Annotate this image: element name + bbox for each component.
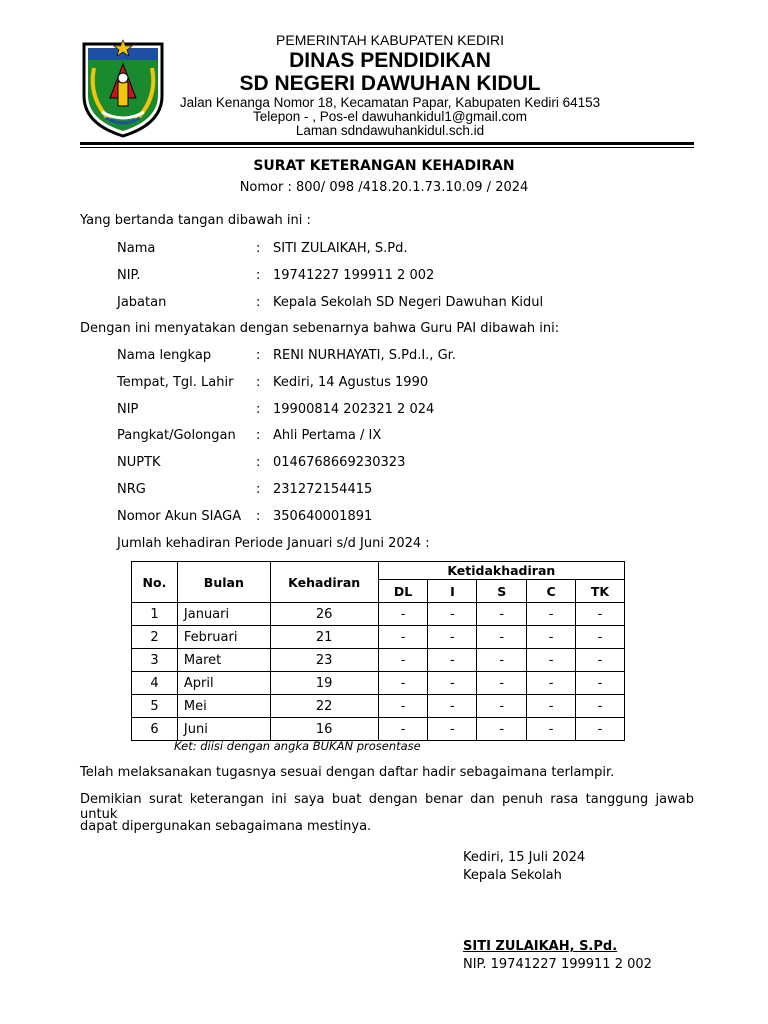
school-name: SD NEGERI DAWUHAN KIDUL xyxy=(239,72,541,96)
cell-c: - xyxy=(527,649,576,672)
cell-i: - xyxy=(428,649,477,672)
cell-no: 6 xyxy=(132,718,178,741)
table-row xyxy=(132,672,625,695)
field-colon: : xyxy=(256,428,261,443)
field-label: NIP. xyxy=(117,268,141,283)
document-title: SURAT KETERANGAN KEHADIRAN xyxy=(253,158,515,174)
cell-tk: - xyxy=(576,718,625,741)
cell-tk: - xyxy=(576,672,625,695)
field-label: NIP xyxy=(117,402,139,417)
cell-i: - xyxy=(428,695,477,718)
cell-s: - xyxy=(477,626,527,649)
field-colon: : xyxy=(256,241,261,256)
header-i: I xyxy=(428,580,477,603)
field-value: 19900814 202321 2 024 xyxy=(273,402,435,417)
cell-no: 2 xyxy=(132,626,178,649)
cell-c: - xyxy=(527,695,576,718)
cell-dl: - xyxy=(378,672,428,695)
cell-kehadiran: 23 xyxy=(270,649,378,672)
cell-bulan: Februari xyxy=(177,626,270,649)
header-s: S xyxy=(477,580,527,603)
cell-c: - xyxy=(527,718,576,741)
header-c: C xyxy=(527,580,576,603)
field-label: Nomor Akun SIAGA xyxy=(117,509,242,524)
school-contact: Telepon - , Pos-el dawuhankidul1@gmail.com xyxy=(252,108,528,124)
school-address: Jalan Kenanga Nomor 18, Kecamatan Papar, Kabupaten Kediri 64153 xyxy=(179,94,601,110)
table-row xyxy=(132,718,625,741)
cell-dl: - xyxy=(378,718,428,741)
attendance-table xyxy=(131,561,625,741)
field-value: Kediri, 14 Agustus 1990 xyxy=(273,375,429,390)
kabupaten-kediri-logo xyxy=(80,38,166,138)
government-name: PEMERINTAH KABUPATEN KEDIRI xyxy=(276,32,504,48)
table-row xyxy=(132,626,625,649)
closing-paragraph-2-line-2: dapat dipergunakan sebagaimana mestinya. xyxy=(80,819,372,834)
cell-tk: - xyxy=(576,603,625,626)
document-number: Nomor : 800/ 098 /418.20.1.73.10.09 / 2024 xyxy=(239,180,529,195)
cell-kehadiran: 16 xyxy=(270,718,378,741)
cell-s: - xyxy=(477,603,527,626)
signature-position: Kepala Sekolah xyxy=(463,868,562,883)
cell-bulan: April xyxy=(177,672,270,695)
field-colon: : xyxy=(256,509,261,524)
cell-kehadiran: 26 xyxy=(270,603,378,626)
cell-i: - xyxy=(428,672,477,695)
cell-s: - xyxy=(477,718,527,741)
closing-paragraph-2-line-1: Demikian surat keterangan ini saya buat dengan benar dan penuh rasa tanggung jawab untuk xyxy=(80,792,694,822)
field-colon: : xyxy=(256,268,261,283)
intro-signatory: Yang bertanda tangan dibawah ini : xyxy=(80,213,311,228)
signature-nip: NIP. 19741227 199911 2 002 xyxy=(463,957,652,972)
cell-s: - xyxy=(477,672,527,695)
agency-name: DINAS PENDIDIKAN xyxy=(289,49,491,73)
field-colon: : xyxy=(256,295,261,310)
header-bulan: Bulan xyxy=(177,562,270,603)
cell-no: 1 xyxy=(132,603,178,626)
table-row xyxy=(132,695,625,718)
field-label: Nama lengkap xyxy=(117,348,212,363)
field-value: SITI ZULAIKAH, S.Pd. xyxy=(273,241,408,256)
letterhead-divider-thick xyxy=(80,142,694,145)
header-tk: TK xyxy=(576,580,625,603)
field-value: 0146768669230323 xyxy=(273,455,406,470)
signature-place-date: Kediri, 15 Juli 2024 xyxy=(463,850,586,865)
cell-bulan: Januari xyxy=(177,603,270,626)
field-colon: : xyxy=(256,375,261,390)
field-colon: : xyxy=(256,348,261,363)
header-ketidakhadiran: Ketidakhadiran xyxy=(378,562,624,580)
field-colon: : xyxy=(256,402,261,417)
header-no: No. xyxy=(132,562,178,603)
cell-tk: - xyxy=(576,695,625,718)
letterhead xyxy=(175,33,605,138)
field-label: Pangkat/Golongan xyxy=(117,428,236,443)
table-row xyxy=(132,603,625,626)
school-website: Laman sdndawuhankidul.sch.id xyxy=(295,122,485,138)
field-value: 350640001891 xyxy=(273,509,373,524)
header-kehadiran: Kehadiran xyxy=(270,562,378,603)
cell-kehadiran: 19 xyxy=(270,672,378,695)
header-dl: DL xyxy=(378,580,428,603)
cell-s: - xyxy=(477,695,527,718)
field-value: Ahli Pertama / IX xyxy=(273,428,382,443)
cell-c: - xyxy=(527,672,576,695)
table-note: Ket: diisi dengan angka BUKAN prosentase xyxy=(174,739,421,753)
table-header-row xyxy=(132,562,625,580)
cell-tk: - xyxy=(576,649,625,672)
cell-kehadiran: 22 xyxy=(270,695,378,718)
field-label: NUPTK xyxy=(117,455,161,470)
cell-bulan: Juni xyxy=(177,718,270,741)
cell-no: 4 xyxy=(132,672,178,695)
cell-i: - xyxy=(428,603,477,626)
field-value: 231272154415 xyxy=(273,482,373,497)
field-colon: : xyxy=(256,455,261,470)
cell-dl: - xyxy=(378,626,428,649)
cell-bulan: Mei xyxy=(177,695,270,718)
cell-i: - xyxy=(428,718,477,741)
field-value: RENI NURHAYATI, S.Pd.I., Gr. xyxy=(273,348,456,363)
closing-paragraph-1: Telah melaksanakan tugasnya sesuai dengan daftar hadir sebagaimana terlampir. xyxy=(80,765,615,780)
cell-c: - xyxy=(527,603,576,626)
field-label: NRG xyxy=(117,482,146,497)
field-label: Jabatan xyxy=(117,295,167,310)
table-row xyxy=(132,649,625,672)
intro-teacher: Dengan ini menyatakan dengan sebenarnya bahwa Guru PAI dibawah ini: xyxy=(80,321,560,336)
cell-no: 3 xyxy=(132,649,178,672)
cell-s: - xyxy=(477,649,527,672)
cell-dl: - xyxy=(378,603,428,626)
attendance-period-label: Jumlah kehadiran Periode Januari s/d Juni 2024 : xyxy=(117,536,430,551)
field-label: Tempat, Tgl. Lahir xyxy=(117,375,234,390)
field-label: Nama xyxy=(117,241,156,256)
field-value: 19741227 199911 2 002 xyxy=(273,268,435,283)
signature-name: SITI ZULAIKAH, S.Pd. xyxy=(463,939,618,954)
cell-kehadiran: 21 xyxy=(270,626,378,649)
letterhead-divider-thin xyxy=(80,147,694,148)
field-colon: : xyxy=(256,482,261,497)
cell-no: 5 xyxy=(132,695,178,718)
cell-bulan: Maret xyxy=(177,649,270,672)
cell-i: - xyxy=(428,626,477,649)
cell-tk: - xyxy=(576,626,625,649)
cell-dl: - xyxy=(378,695,428,718)
cell-c: - xyxy=(527,626,576,649)
cell-dl: - xyxy=(378,649,428,672)
field-value: Kepala Sekolah SD Negeri Dawuhan Kidul xyxy=(273,295,544,310)
